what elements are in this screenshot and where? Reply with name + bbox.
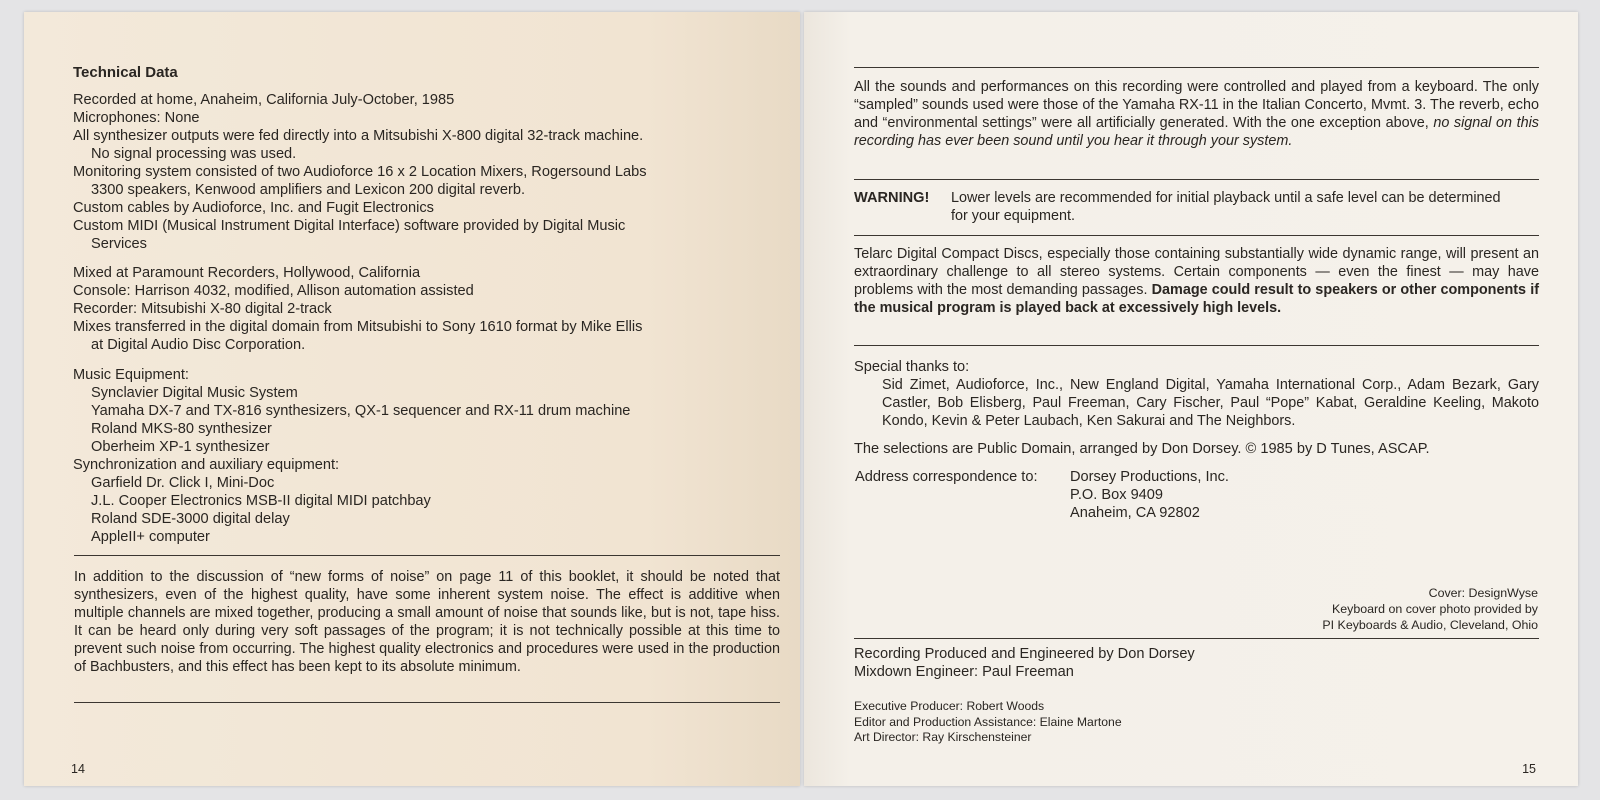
technical-data-line: No signal processing was used.: [91, 146, 297, 162]
left-page: [24, 12, 800, 786]
production-credits: [854, 645, 1195, 681]
equipment-item: Synclavier Digital Music System: [91, 385, 298, 401]
staff-credits: [854, 699, 1122, 746]
cover-credit-line: Keyboard on cover photo provided by: [1332, 602, 1538, 616]
equipment-item: AppleII+ computer: [91, 529, 210, 545]
music-equipment-block: [73, 366, 788, 546]
technical-data-line: Custom MIDI (Musical Instrument Digital Interface) software provided by Digital Music: [73, 218, 626, 234]
public-domain-note: The selections are Public Domain, arranged by Don Dorsey. © 1985 by D Tunes, ASCAP.: [854, 441, 1430, 457]
page-number: 14: [71, 762, 85, 776]
equipment-item: Roland SDE-3000 digital delay: [91, 511, 290, 527]
divider-rule: [854, 67, 1539, 68]
divider-rule: [854, 638, 1539, 639]
cover-credit-line: Cover: DesignWyse: [1428, 586, 1538, 600]
mix-info-block: [73, 264, 788, 354]
technical-data-line: 3300 speakers, Kenwood amplifiers and Lexicon 200 digital reverb.: [91, 182, 526, 198]
thanks-title: Special thanks to:: [854, 359, 970, 375]
damage-warning-text: Damage could result to speakers or other components if the musical program is played back at excessively high levels.: [854, 282, 1539, 316]
mix-info-line: Console: Harrison 4032, modified, Allison automation assisted: [73, 283, 474, 299]
warning-text: Lower levels are recommended for initial playback until a safe level can be determined for your equipment.: [951, 190, 1501, 224]
equipment-item: J.L. Cooper Electronics MSB-II digital MIDI patchbay: [91, 493, 431, 509]
divider-rule: [74, 702, 780, 703]
divider-rule: [854, 345, 1539, 346]
staff-credit-line: Editor and Production Assistance: Elaine Martone: [854, 714, 1122, 729]
intro-paragraph: [854, 78, 1539, 150]
intro-text: All the sounds and performances on this recording were controlled and played from a keyboard. The only “sampled” sounds used were those of the Yamaha RX-11 in the Italian Concerto, Mvmt. 3. The reverb, echo and “environmental settings” were all artificially generated. With the one exception above,: [854, 79, 1539, 131]
address-label: Address correspondence to:: [855, 469, 1038, 485]
divider-rule: [74, 555, 780, 556]
divider-rule: [854, 179, 1539, 180]
address-line: P.O. Box 9409: [1070, 487, 1164, 503]
mix-info-line: Mixes transferred in the digital domain from Mitsubishi to Sony 1610 format by Mike Ellis: [73, 319, 643, 335]
technical-data-heading: Technical Data: [73, 64, 178, 81]
staff-credit-line: Art Director: Ray Kirschensteiner: [854, 730, 1032, 745]
right-page: [804, 12, 1578, 786]
address-line: Anaheim, CA 92802: [1070, 505, 1200, 521]
address-line: Dorsey Productions, Inc.: [1070, 469, 1229, 485]
mix-info-line: Mixed at Paramount Recorders, Hollywood, California: [73, 265, 421, 281]
thanks-text: Sid Zimet, Audioforce, Inc., New England Digital, Yamaha International Corp., Adam Bezark, Gary Castler, Bob Elisberg, Paul Freeman, Cary Fischer, Paul “Pope” Kabat, Geraldine Keeling, Makoto Kondo, Kevin & Peter Laubach, Ken Sakurai and The Neighbors.: [882, 377, 1539, 429]
technical-data-line: Services: [91, 236, 147, 252]
technical-data-line: Recorded at home, Anaheim, California July-October, 1985: [73, 92, 455, 108]
sync-equipment-title: Synchronization and auxiliary equipment:: [73, 457, 340, 473]
noise-paragraph: In addition to the discussion of “new forms of noise” on page 11 of this booklet, it should be noted that synthesizers, even of the highest quality, have some inherent system noise. The effect is additive when multiple channels are mixed together, producing a small amount of noise that sounds like, but is not, tape hiss. It can be heard only during very soft passages of the program; it is not technically possible at this time to prevent such noise from occurring. The highest quality electronics and procedures were used in the production of Bachbusters, and this effect has been kept to its absolute minimum.: [74, 569, 780, 675]
telarc-text: Telarc Digital Compact Discs, especially those containing substantially wide dynamic range, will present an extraordinary challenge to all stereo systems. Certain components — even the finest — may have problems with the most demanding passages.: [854, 246, 1539, 298]
divider-rule: [854, 235, 1539, 236]
staff-credit-line: Executive Producer: Robert Woods: [854, 699, 1045, 713]
cover-credits: [1322, 585, 1538, 633]
cover-credit-line: PI Keyboards & Audio, Cleveland, Ohio: [1322, 618, 1538, 632]
warning-label: WARNING!: [854, 190, 930, 206]
production-credit-line: Recording Produced and Engineered by Don Dorsey: [854, 646, 1195, 662]
warning-block: [854, 189, 1539, 225]
technical-data-line: Microphones: None: [73, 110, 200, 126]
music-equipment-title: Music Equipment:: [73, 367, 189, 383]
equipment-item: Garfield Dr. Click I, Mini-Doc: [91, 475, 275, 491]
technical-data-block: [73, 91, 788, 253]
mix-info-line: Recorder: Mitsubishi X-80 digital 2-track: [73, 301, 332, 317]
production-credit-line: Mixdown Engineer: Paul Freeman: [854, 664, 1074, 680]
technical-data-line: Monitoring system consisted of two Audioforce 16 x 2 Location Mixers, Rogersound Labs: [73, 164, 647, 180]
technical-data-line: All synthesizer outputs were fed directly into a Mitsubishi X-800 digital 32-track machine.: [73, 128, 644, 144]
technical-data-line: Custom cables by Audioforce, Inc. and Fugit Electronics: [73, 200, 434, 216]
page-number: 15: [1522, 762, 1536, 776]
telarc-paragraph: [854, 245, 1539, 317]
equipment-item: Roland MKS-80 synthesizer: [91, 421, 272, 437]
address-block: [1070, 468, 1229, 522]
mix-info-line: at Digital Audio Disc Corporation.: [91, 337, 306, 353]
intro-italic-text: no signal on this recording has ever been sound until you hear it through your system.: [854, 115, 1539, 149]
equipment-item: Oberheim XP-1 synthesizer: [91, 439, 270, 455]
equipment-item: Yamaha DX-7 and TX-816 synthesizers, QX-1 sequencer and RX-11 drum machine: [91, 403, 631, 419]
